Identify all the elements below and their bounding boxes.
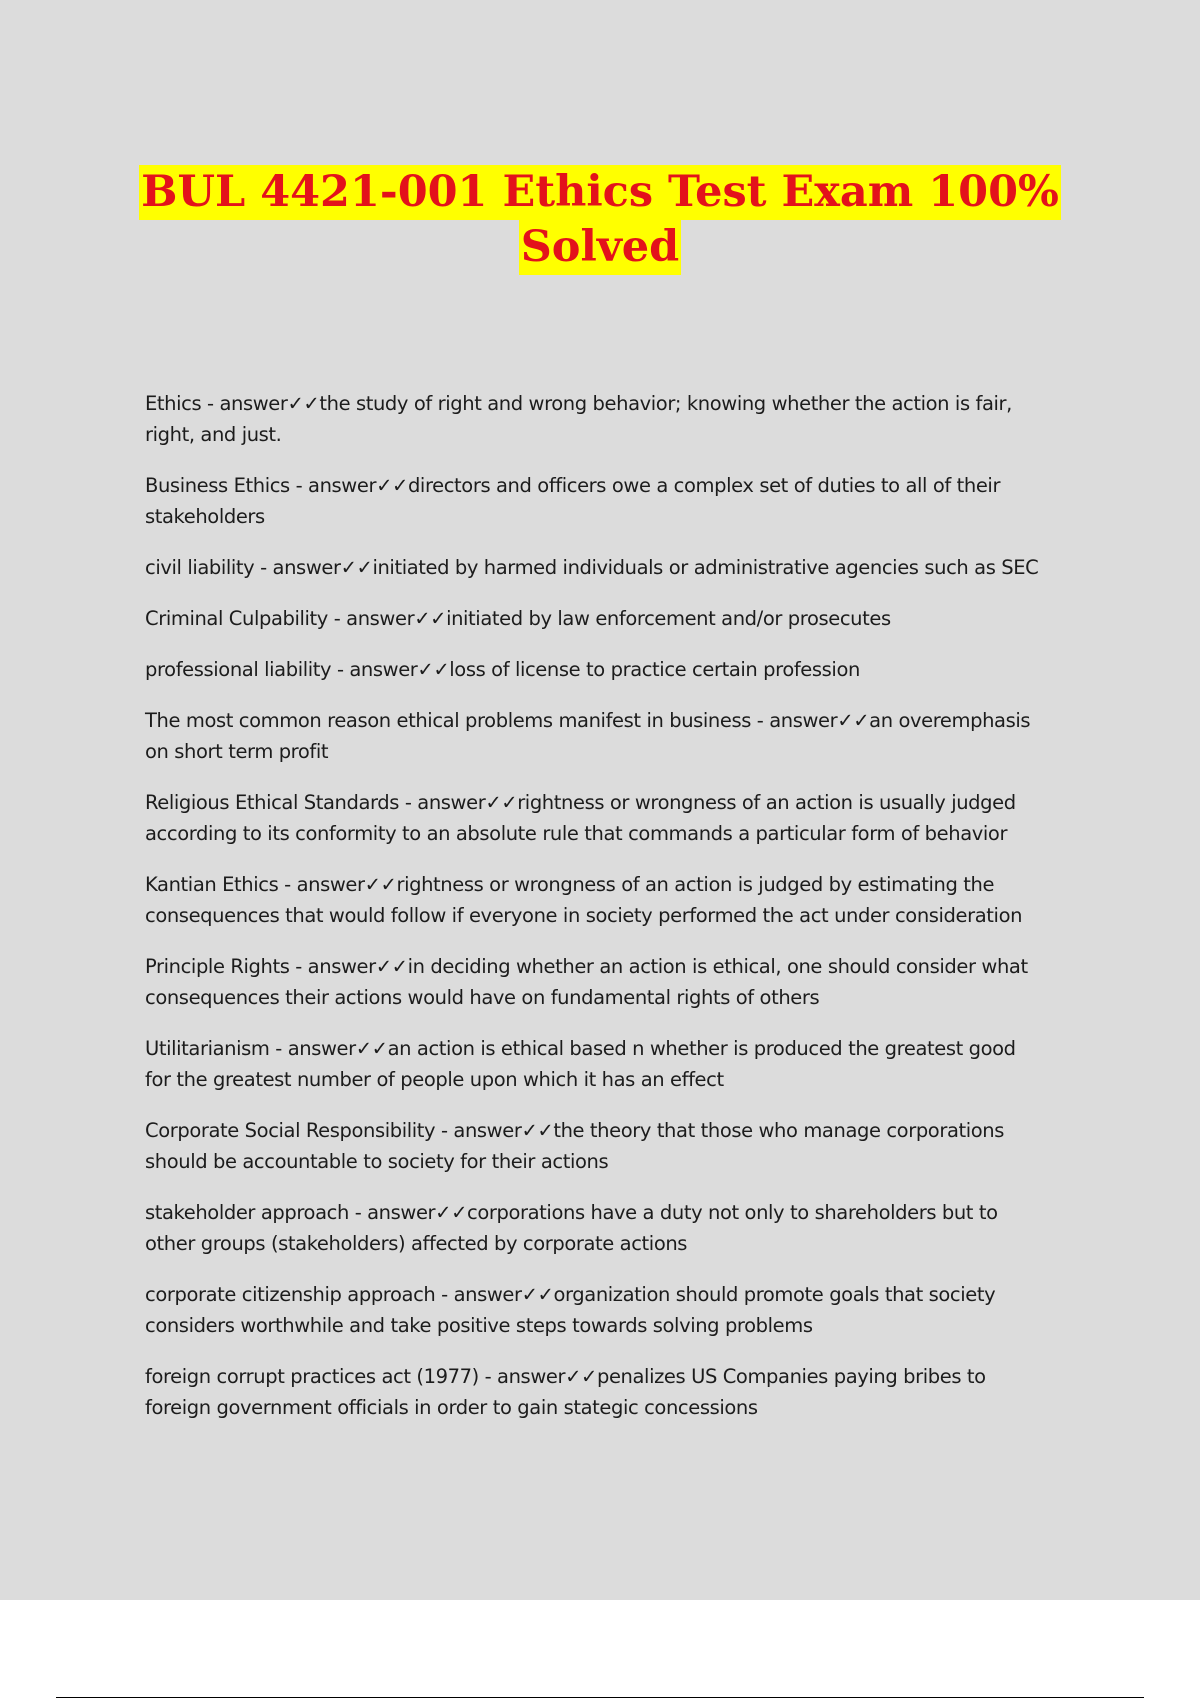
document-title	[0, 165, 1200, 275]
entry-ethics: Ethics - answer✓✓the study of right and wrong behavior; knowing whether the action is fair, right, and just.	[145, 392, 1012, 446]
entry-utilitarianism: Utilitarianism - answer✓✓an action is ethical based n whether is produced the greatest good for the greatest number of people upon which it has an effect	[145, 1037, 1016, 1091]
entry-list	[145, 388, 1085, 1443]
entry-criminal-culpability: Criminal Culpability - answer✓✓initiated by law enforcement and/or prosecutes	[145, 607, 891, 630]
title-line-1: BUL 4421-001 Ethics Test Exam 100%	[139, 165, 1061, 220]
entry-fcpa: foreign corrupt practices act (1977) - answer✓✓penalizes US Companies paying bribes to foreign government officials in order to gain stategic concessions	[145, 1365, 986, 1419]
entry-common-reason: The most common reason ethical problems manifest in business - answer✓✓an overemphasis on short term profit	[145, 709, 1031, 763]
entry-kantian-ethics: Kantian Ethics - answer✓✓rightness or wrongness of an action is judged by estimating the consequences that would follow if everyone in society performed the act under consideration	[145, 873, 1023, 927]
entry-business-ethics: Business Ethics - answer✓✓directors and officers owe a complex set of duties to all of their stakeholders	[145, 474, 1001, 528]
entry-principle-rights: Principle Rights - answer✓✓in deciding whether an action is ethical, one should consider what consequences their actions would have on fundamental rights of others	[145, 955, 1028, 1009]
title-line-2: Solved	[519, 220, 681, 275]
entry-civil-liability: civil liability - answer✓✓initiated by harmed individuals or administrative agencies such as SEC	[145, 556, 1039, 579]
entry-religious-standards: Religious Ethical Standards - answer✓✓rightness or wrongness of an action is usually judged according to its conformity to an absolute rule that commands a particular form of behavior	[145, 791, 1016, 845]
entry-stakeholder-approach: stakeholder approach - answer✓✓corporations have a duty not only to shareholders but to other groups (stakeholders) affected by corporate actions	[145, 1201, 998, 1255]
entry-csr: Corporate Social Responsibility - answer✓✓the theory that those who manage corporations should be accountable to society for their actions	[145, 1119, 1005, 1173]
entry-professional-liability: professional liability - answer✓✓loss of license to practice certain profession	[145, 658, 860, 681]
page-divider	[56, 1697, 1144, 1698]
entry-citizenship-approach: corporate citizenship approach - answer✓✓organization should promote goals that society considers worthwhile and take positive steps towards solving problems	[145, 1283, 996, 1337]
